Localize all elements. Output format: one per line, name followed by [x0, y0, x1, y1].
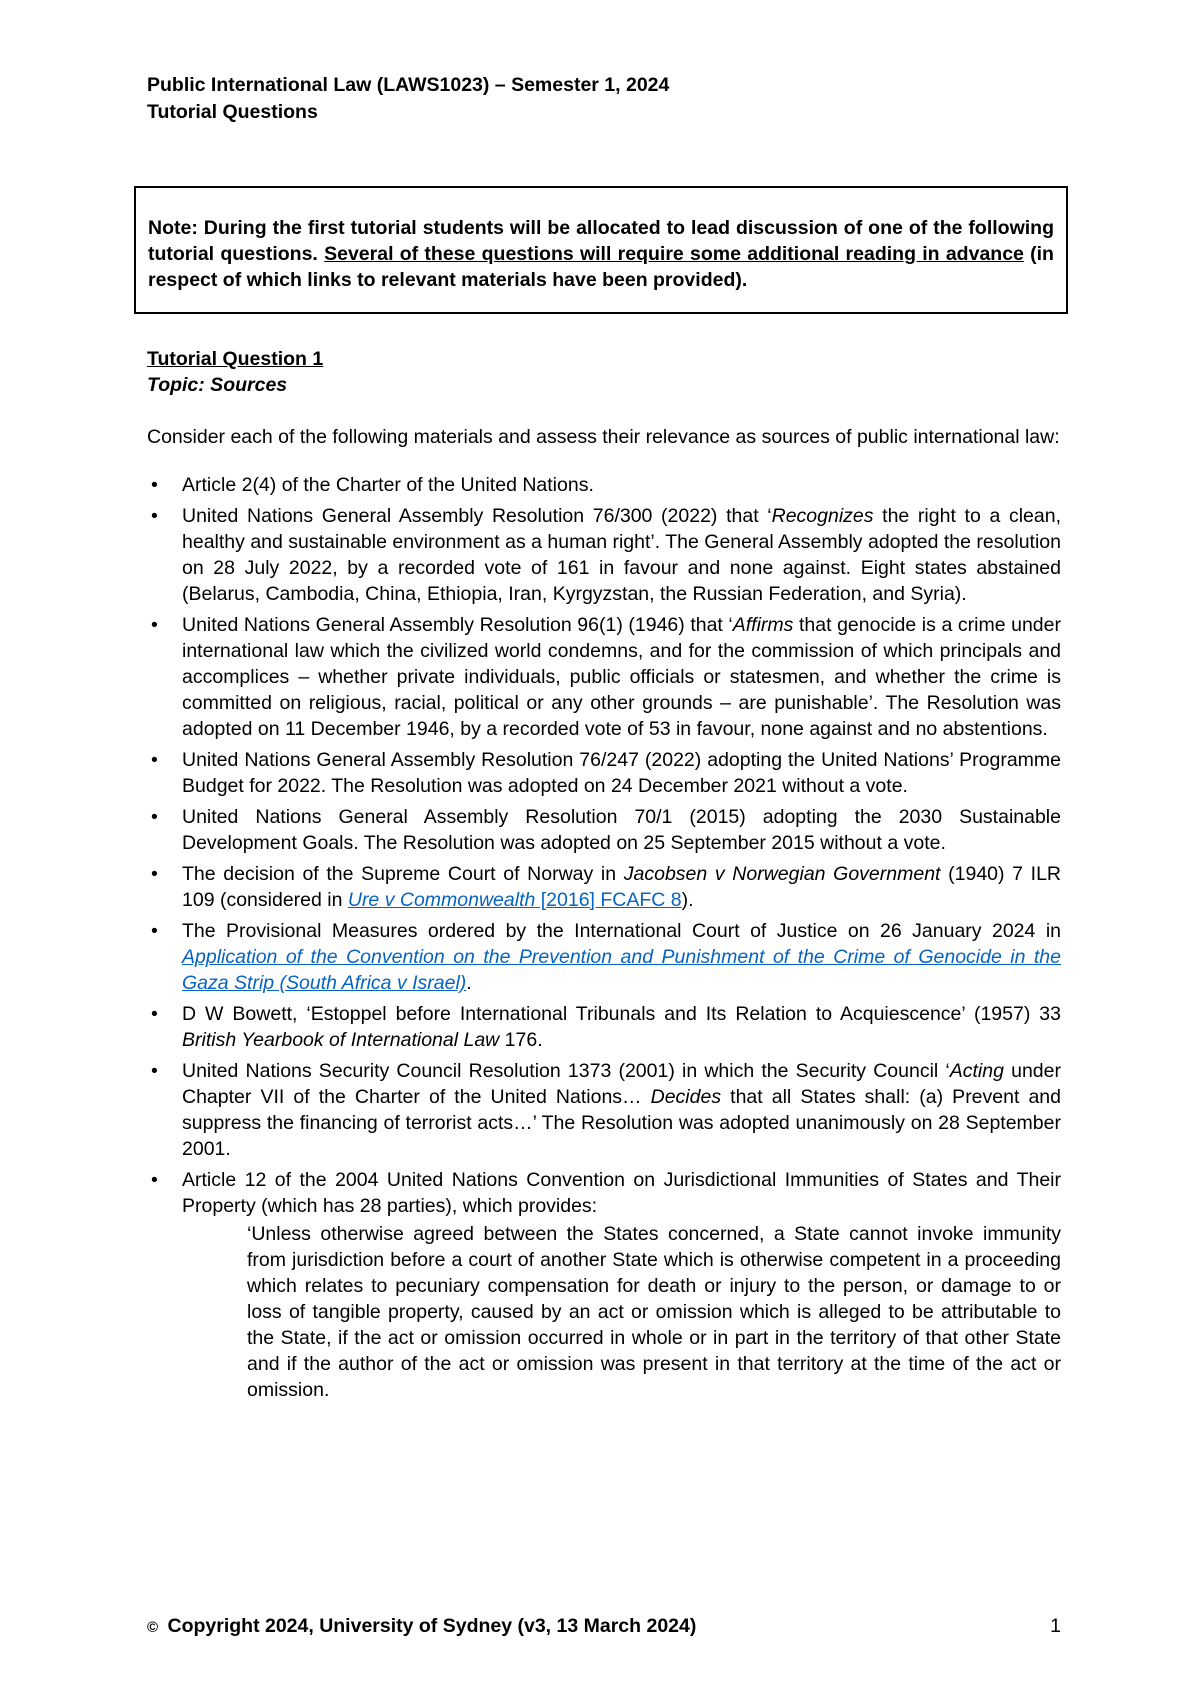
document-header: [147, 72, 669, 126]
bullet-icon: •: [151, 749, 158, 771]
bullet-icon: •: [151, 614, 158, 636]
materials-list: [147, 472, 1061, 1403]
bullet-icon: •: [151, 1060, 158, 1082]
page-number: 1: [1050, 1615, 1061, 1637]
list-item: • United Nations General Assembly Resolution 76/247 (2022) adopting the United Nations’ Programme Budget for 2022. The Resolution was adopted on 24 December 2021 without a vote.: [151, 749, 1061, 797]
course-title: Public International Law (LAWS1023) – Semester 1, 2024: [147, 74, 670, 96]
bullet-icon: •: [151, 1003, 158, 1025]
list-item: • The decision of the Supreme Court of Norway in Jacobsen v Norwegian Government (1940) 7 ILR 109 (considered in Ure v Commonwealth [2016] FCAFC 8).: [151, 863, 1062, 911]
bullet-icon: •: [151, 920, 158, 942]
list-item: • United Nations General Assembly Resolution 70/1 (2015) adopting the 2030 Sustainable Development Goals. The Resolution was adopted on 25 September 2015 without a vote.: [151, 806, 1061, 854]
bullet-icon: •: [151, 863, 158, 885]
note-box: [134, 186, 1068, 314]
copyright-text: Copyright 2024, University of Sydney (v3, 13 March 2024): [167, 1615, 697, 1637]
bullet-icon: •: [151, 474, 158, 496]
note-tail: (in respect of which links to relevant materials have been provided).: [148, 243, 1054, 291]
note-underlined: Several of these questions will require some additional reading in advance: [324, 243, 1024, 265]
list-item: • United Nations Security Council Resolution 1373 (2001) in which the Security Council ‘Acting under Chapter VII of the Charter of the United Nations… Decides that all States shall: (a) Prevent and suppress the financing of terrorist acts…’ The Resolution was adopted unanimously on 28 September 2001.: [151, 1060, 1061, 1160]
page-footer: [147, 1613, 1061, 1641]
bullet-icon: •: [151, 1169, 158, 1191]
list-item: • Article 2(4) of the Charter of the United Nations.: [151, 474, 594, 496]
question-title: Tutorial Question 1: [147, 348, 324, 370]
list-item: • Article 12 of the 2004 United Nations Convention on Jurisdictional Immunities of States and Their Property (which has 28 parties), which provides: ‘Unless otherwise agreed between the States concerned, a State cannot invoke immunity from jurisdiction before a court of another State which is otherwise competent in a proceeding which relates to pecuniary compensation for death or injury to the person, or damage to or loss of tangible property, caused by an act or omission which is alleged to be attributable to the State, if the act or omission occurred in whole or in part in the territory of that other State and if the author of the act or omission was present in that territory at the time of the act or omission.: [151, 1169, 1061, 1401]
bullet-icon: •: [151, 806, 158, 828]
list-item: • D W Bowett, ‘Estoppel before International Tribunals and Its Relation to Acquiescence’ (1957) 33 British Yearbook of International Law 176.: [151, 1003, 1061, 1051]
question-section: [147, 346, 1061, 1408]
question-intro: Consider each of the following materials and assess their relevance as sources of public international law:: [147, 426, 1060, 448]
list-item: • United Nations General Assembly Resolution 96(1) (1946) that ‘Affirms that genocide is a crime under international law which the civilized world condemns, and for the commission of which principals and accomplices – whether private individuals, public officials or statesmen, and whether the crime is committed on religious, racial, political or any other grounds – are punishable’. The Resolution was adopted on 11 December 1946, by a recorded vote of 53 in favour, none against and no abstentions.: [151, 614, 1061, 740]
list-item: • United Nations General Assembly Resolution 76/300 (2022) that ‘Recognizes the right to a clean, healthy and sustainable environment as a human right’. The General Assembly adopted the resolution on 28 July 2022, by a recorded vote of 161 in favour and none against. Eight states abstained (Belarus, Cambodia, China, Ethiopia, Iran, Kyrgyzstan, the Russian Federation, and Syria).: [151, 505, 1061, 605]
copyright-icon: ©: [147, 1619, 159, 1636]
ure-case-link[interactable]: Ure v Commonwealth: [347, 889, 536, 911]
block-quote: ‘Unless otherwise agreed between the States concerned, a State cannot invoke immunity from jurisdiction before a court of another State which is otherwise competent in a proceeding which relates to pecuniary compensation for death or injury to the person, or damage to or loss of tangible property, caused by an act or omission which is alleged to be attributable to the State, if the act or omission occurred in whole or in part in the territory of that other State and if the author of the act or omission was present in that territory at the time of the act or omission.: [247, 1223, 1061, 1401]
note-lead: Note: During the first tutorial students will be allocated to lead discussion of one of the following tutorial questions.: [148, 217, 1054, 265]
question-topic: Topic: Sources: [147, 374, 288, 396]
document-subtitle: Tutorial Questions: [147, 101, 318, 123]
ure-citation-link[interactable]: [2016] FCAFC 8: [535, 889, 682, 911]
icj-genocide-case-link[interactable]: Application of the Convention on the Prevention and Punishment of the Crime of Genocide in the Gaza Strip (South Africa v Israel): [182, 946, 1061, 994]
bullet-icon: •: [151, 505, 158, 527]
list-item: • The Provisional Measures ordered by the International Court of Justice on 26 January 2024 in Application of the Convention on the Prevention and Punishment of the Crime of Genocide in the Gaza Strip (South Africa v Israel).: [151, 920, 1061, 994]
